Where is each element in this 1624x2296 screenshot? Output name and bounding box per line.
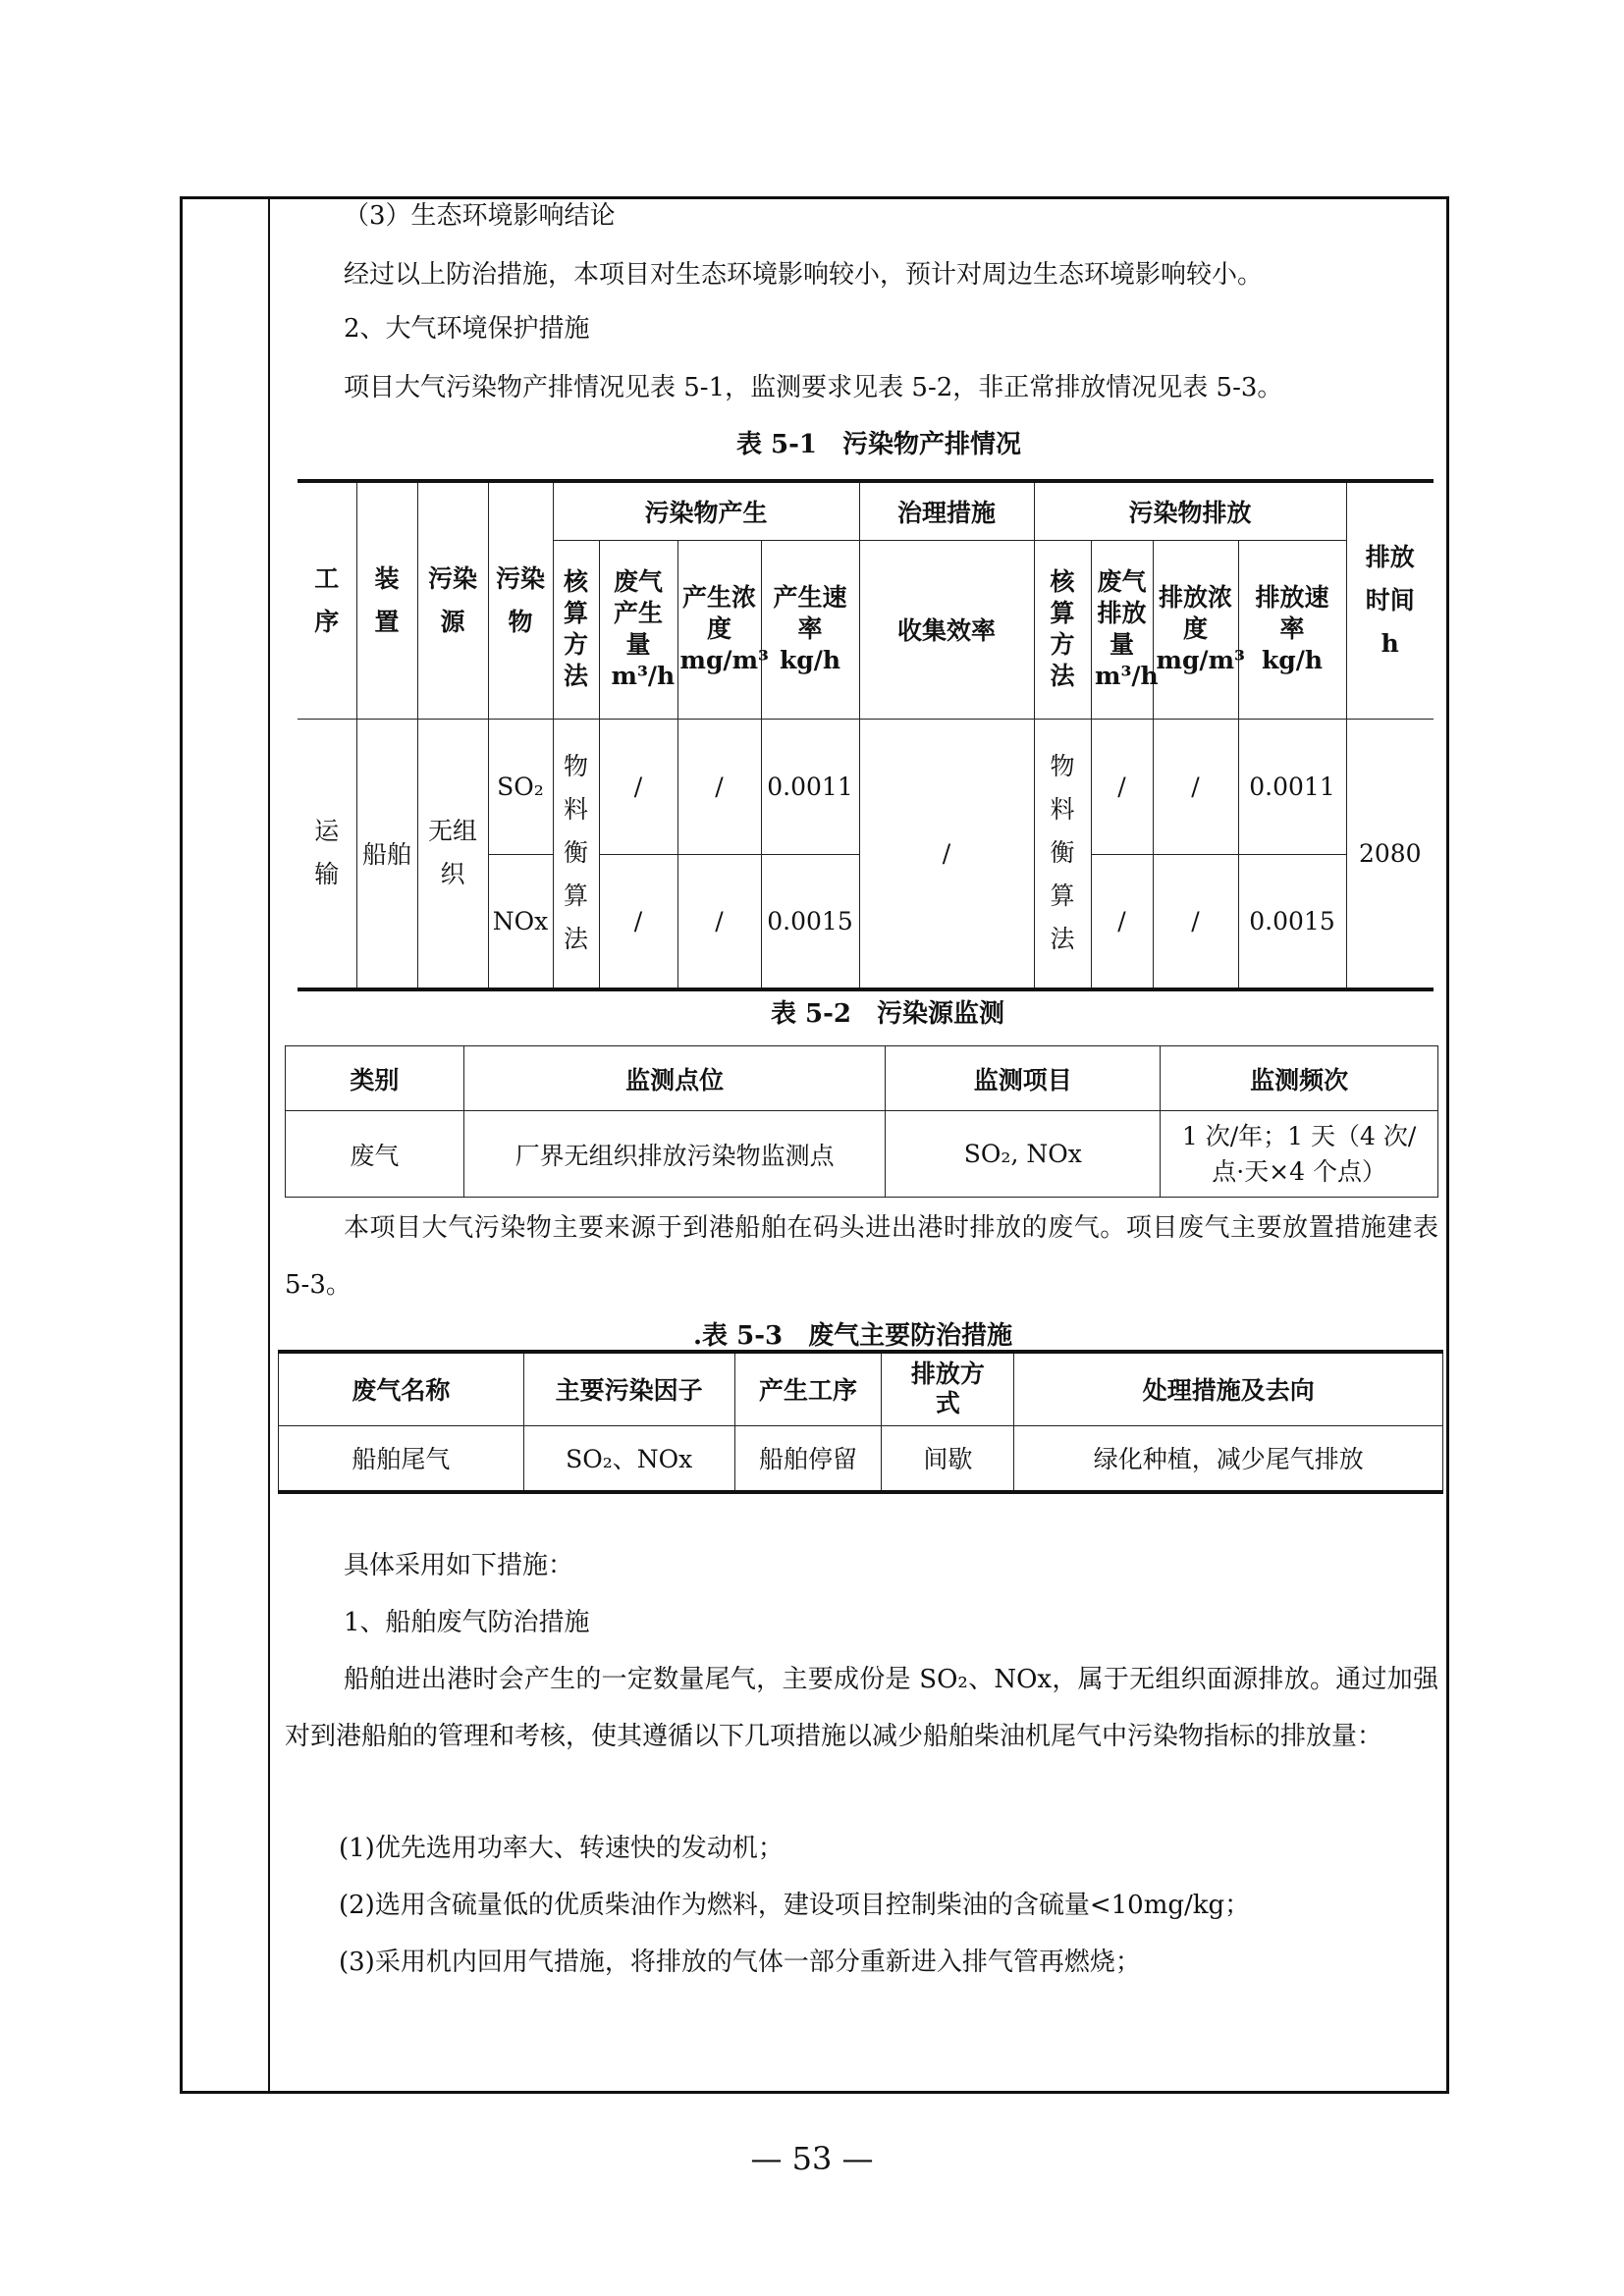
table1-pollutant-emission — [298, 479, 1434, 991]
heading-air-protection: 2、大气环境保护措施 — [344, 314, 590, 344]
th-process: 工序 — [298, 481, 356, 719]
t3-cell-process: 船舶停留 — [734, 1425, 882, 1492]
t3-th-gas-name: 废气名称 — [279, 1352, 524, 1425]
th-emit-rate: 排放速率 kg/h — [1238, 540, 1346, 719]
measures-heading: 1、船舶废气防治措施 — [344, 1608, 590, 1637]
t2-cell-item: SO₂, NOx — [886, 1111, 1161, 1198]
t2-th-item: 监测项目 — [886, 1046, 1161, 1111]
cell-nox-conc: / — [677, 854, 761, 989]
th-group-treat: 治理措施 — [859, 481, 1034, 540]
after-table2-text: 本项目大气污染物主要来源于到港船舶在码头进出港时排放的废气。项目废气主要放置措施建表5-3。 — [285, 1213, 1438, 1300]
page-number: — 53 — — [750, 2140, 874, 2177]
th-emit-volume: 废气排放量 m³/h — [1091, 540, 1153, 719]
t3-th-mode: 排放方式 — [882, 1352, 1014, 1425]
cell-so2-emit-volume: / — [1091, 719, 1153, 854]
cell-so2-emit-rate: 0.0011 — [1238, 719, 1346, 854]
t2-cell-category: 废气 — [286, 1111, 464, 1198]
table2-caption: 表 5-2 污染源监测 — [771, 999, 1005, 1029]
th-source: 污染源 — [417, 481, 488, 719]
table1-caption: 表 5-1 污染物产排情况 — [736, 430, 1022, 459]
cell-method: 物料衡算法 — [553, 719, 599, 989]
cell-process: 运输 — [298, 719, 356, 989]
cell-device: 船舶 — [356, 719, 417, 989]
t3-cell-factor: SO₂、NOx — [523, 1425, 734, 1492]
cell-so2-rate: 0.0011 — [761, 719, 859, 854]
cell-pollutant-so2: SO₂ — [488, 719, 553, 854]
measures-body: 船舶进出港时会产生的一定数量尾气，主要成份是 SO₂、NOx，属于无组织面源排放。通过加强对到港船舶的管理和考核，使其遵循以下几项措施以减少船舶柴油机尾气中污染物指标的排放量： — [285, 1665, 1438, 1751]
cell-nox-emit-conc: / — [1153, 854, 1238, 989]
measure-item-3: (3)采用机内回用气措施，将排放的气体一部分重新进入排气管再燃烧； — [339, 1948, 1141, 1977]
cell-source: 无组织 — [417, 719, 488, 989]
measures-intro: 具体采用如下措施： — [344, 1551, 574, 1580]
cell-treatment: / — [859, 719, 1034, 989]
th-concentration: 产生浓度 mg/m³ — [677, 540, 761, 719]
t3-th-factor: 主要污染因子 — [523, 1352, 734, 1425]
t2-th-category: 类别 — [286, 1046, 464, 1111]
cell-method-2: 物料衡算法 — [1034, 719, 1091, 989]
t2-cell-point: 厂界无组织排放污染物监测点 — [463, 1111, 886, 1198]
cell-so2-emit-conc: / — [1153, 719, 1238, 854]
th-group-produce: 污染物产生 — [553, 481, 859, 540]
left-margin-rule — [268, 196, 270, 2094]
table3-caption: .表 5-3 废气主要防治措施 — [693, 1321, 1013, 1351]
th-emit-concentration: 排放浓度 mg/m³ — [1153, 540, 1238, 719]
th-gas-volume: 废气产生量 m³/h — [599, 540, 677, 719]
cell-nox-rate: 0.0015 — [761, 854, 859, 989]
t3-cell-measure: 绿化种植，减少尾气排放 — [1014, 1425, 1443, 1492]
heading-ecology-conclusion: （3）生态环境影响结论 — [344, 201, 616, 231]
th-group-emit: 污染物排放 — [1034, 481, 1346, 540]
th-emit-time: 排放时间 h — [1346, 481, 1434, 719]
measure-item-2: (2)选用含硫量低的优质柴油作为燃料，建设项目控制柴油的含硫量<10mg/kg； — [339, 1891, 1251, 1920]
cell-so2-volume: / — [599, 719, 677, 854]
th-device: 装置 — [356, 481, 417, 719]
th-calc-method: 核算方法 — [553, 540, 599, 719]
cell-pollutant-nox: NOx — [488, 854, 553, 989]
air-intro-text: 项目大气污染物产排情况见表 5-1，监测要求见表 5-2，非正常排放情况见表 5-3。 — [344, 373, 1283, 402]
cell-emit-time: 2080 — [1346, 719, 1434, 989]
cell-nox-emit-volume: / — [1091, 854, 1153, 989]
t3-th-measure: 处理措施及去向 — [1014, 1352, 1443, 1425]
t3-cell-mode: 间歇 — [882, 1425, 1014, 1492]
t2-th-point: 监测点位 — [463, 1046, 886, 1111]
measure-item-1: (1)优先选用功率大、转速快的发动机； — [339, 1834, 784, 1863]
t3-th-process: 产生工序 — [734, 1352, 882, 1425]
th-calc-method-2: 核算方法 — [1034, 540, 1091, 719]
t2-cell-frequency: 1 次/年；1 天（4 次/点·天×4 个点） — [1161, 1111, 1438, 1198]
t2-th-frequency: 监测频次 — [1161, 1046, 1438, 1111]
ecology-conclusion-text: 经过以上防治措施，本项目对生态环境影响较小，预计对周边生态环境影响较小。 — [344, 260, 1264, 290]
cell-nox-emit-rate: 0.0015 — [1238, 854, 1346, 989]
th-collect-efficiency: 收集效率 — [859, 540, 1034, 719]
cell-so2-conc: / — [677, 719, 761, 854]
th-rate: 产生速率 kg/h — [761, 540, 859, 719]
t3-cell-gas-name: 船舶尾气 — [279, 1425, 524, 1492]
th-pollutant: 污染物 — [488, 481, 553, 719]
table3-prevention — [278, 1350, 1443, 1494]
cell-nox-volume: / — [599, 854, 677, 989]
table2-monitoring — [285, 1045, 1438, 1198]
